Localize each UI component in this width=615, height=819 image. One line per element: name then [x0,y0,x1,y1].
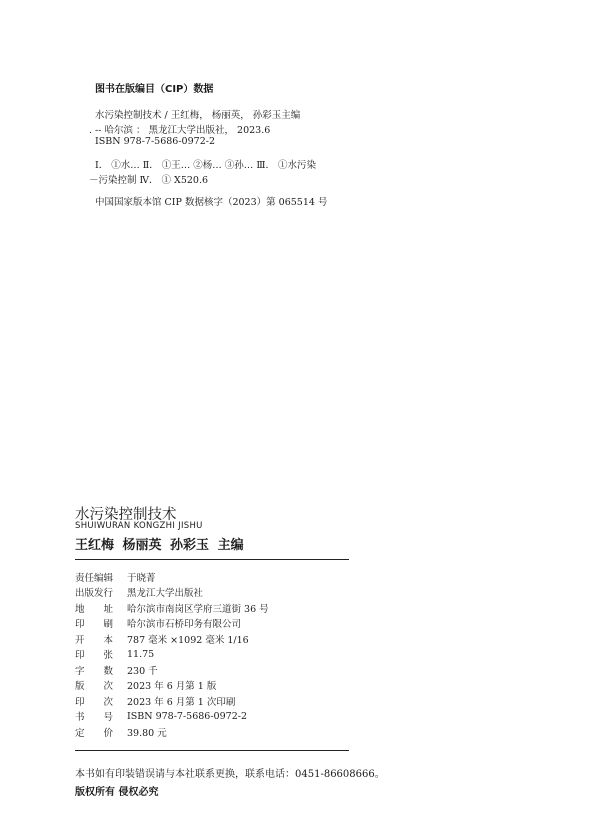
info-row [75,600,269,616]
info-value: 787 毫米 ×1092 毫米 1/16 [127,634,249,646]
info-value: 于晓菁 [127,572,156,584]
cip-title-line: 水污染控制技术 / 王红梅， 杨丽英， 孙彩玉主编 [95,110,301,121]
info-value: 2023 年 6 月第 1 版 [127,681,217,693]
info-row [75,709,269,725]
info-row [75,631,269,647]
info-value: 哈尔滨市石桥印务有限公司 [127,619,242,631]
book-title: 水污染控制技术 [75,507,177,523]
book-editors: 王红梅 杨丽英 孙彩玉 主编 [75,538,244,553]
info-row [75,678,269,694]
cip-isbn-line: ISBN 978-7-5686-0972-2 [95,136,215,147]
cip-record-number: 中国国家版本馆 CIP 数据核字（2023）第 065514 号 [95,197,328,208]
info-label: 开 本 [75,634,114,646]
info-value: ISBN 978-7-5686-0972-2 [127,710,247,722]
cip-heading: 图书在版编目（CIP）数据 [95,84,214,95]
divider-top [75,559,349,560]
info-row [75,585,269,601]
info-value: 39.80 元 [127,727,167,739]
info-label: 印 次 [75,696,114,708]
info-label: 字 数 [75,665,114,677]
info-value: 11.75 [127,648,155,660]
info-row [75,647,269,663]
info-label: 印 刷 [75,619,114,631]
info-label: 版 次 [75,681,114,693]
info-value: 2023 年 6 月第 1 次印刷 [127,696,236,708]
cip-publisher-line: . -- 哈尔滨 ： 黑龙江大学出版社， 2023.6 [89,125,271,136]
info-value: 黑龙江大学出版社 [127,588,204,600]
info-value: 230 千 [127,665,158,677]
info-label: 书 号 [75,712,114,724]
publication-info-table [75,569,269,740]
info-row [75,662,269,678]
cip-classification-line: Ⅰ． ①水… Ⅱ． ①王… ②杨… ③孙… Ⅲ． ①水污染 [95,160,317,171]
info-label: 定 价 [75,727,114,739]
info-row [75,616,269,632]
info-row [75,569,269,585]
info-label: 出版发行 [75,588,114,600]
info-row [75,693,269,709]
info-label: 地 址 [75,603,114,615]
divider-bottom [75,750,349,751]
info-label: 责任编辑 [75,572,114,584]
copyright-notice: 版权所有 侵权必究 [75,787,159,798]
replacement-notice: 本书如有印装错误请与本社联系更换，联系电话：0451-86608666。 [75,769,385,780]
book-title-pinyin: SHUIWURAN KONGZHI JISHU [75,521,203,531]
info-row [75,724,269,740]
cip-classification-cont: －污染控制 Ⅳ． ① X520.6 [89,175,209,186]
info-label: 印 张 [75,650,114,662]
info-value: 哈尔滨市南岗区学府三道街 36 号 [127,603,269,615]
